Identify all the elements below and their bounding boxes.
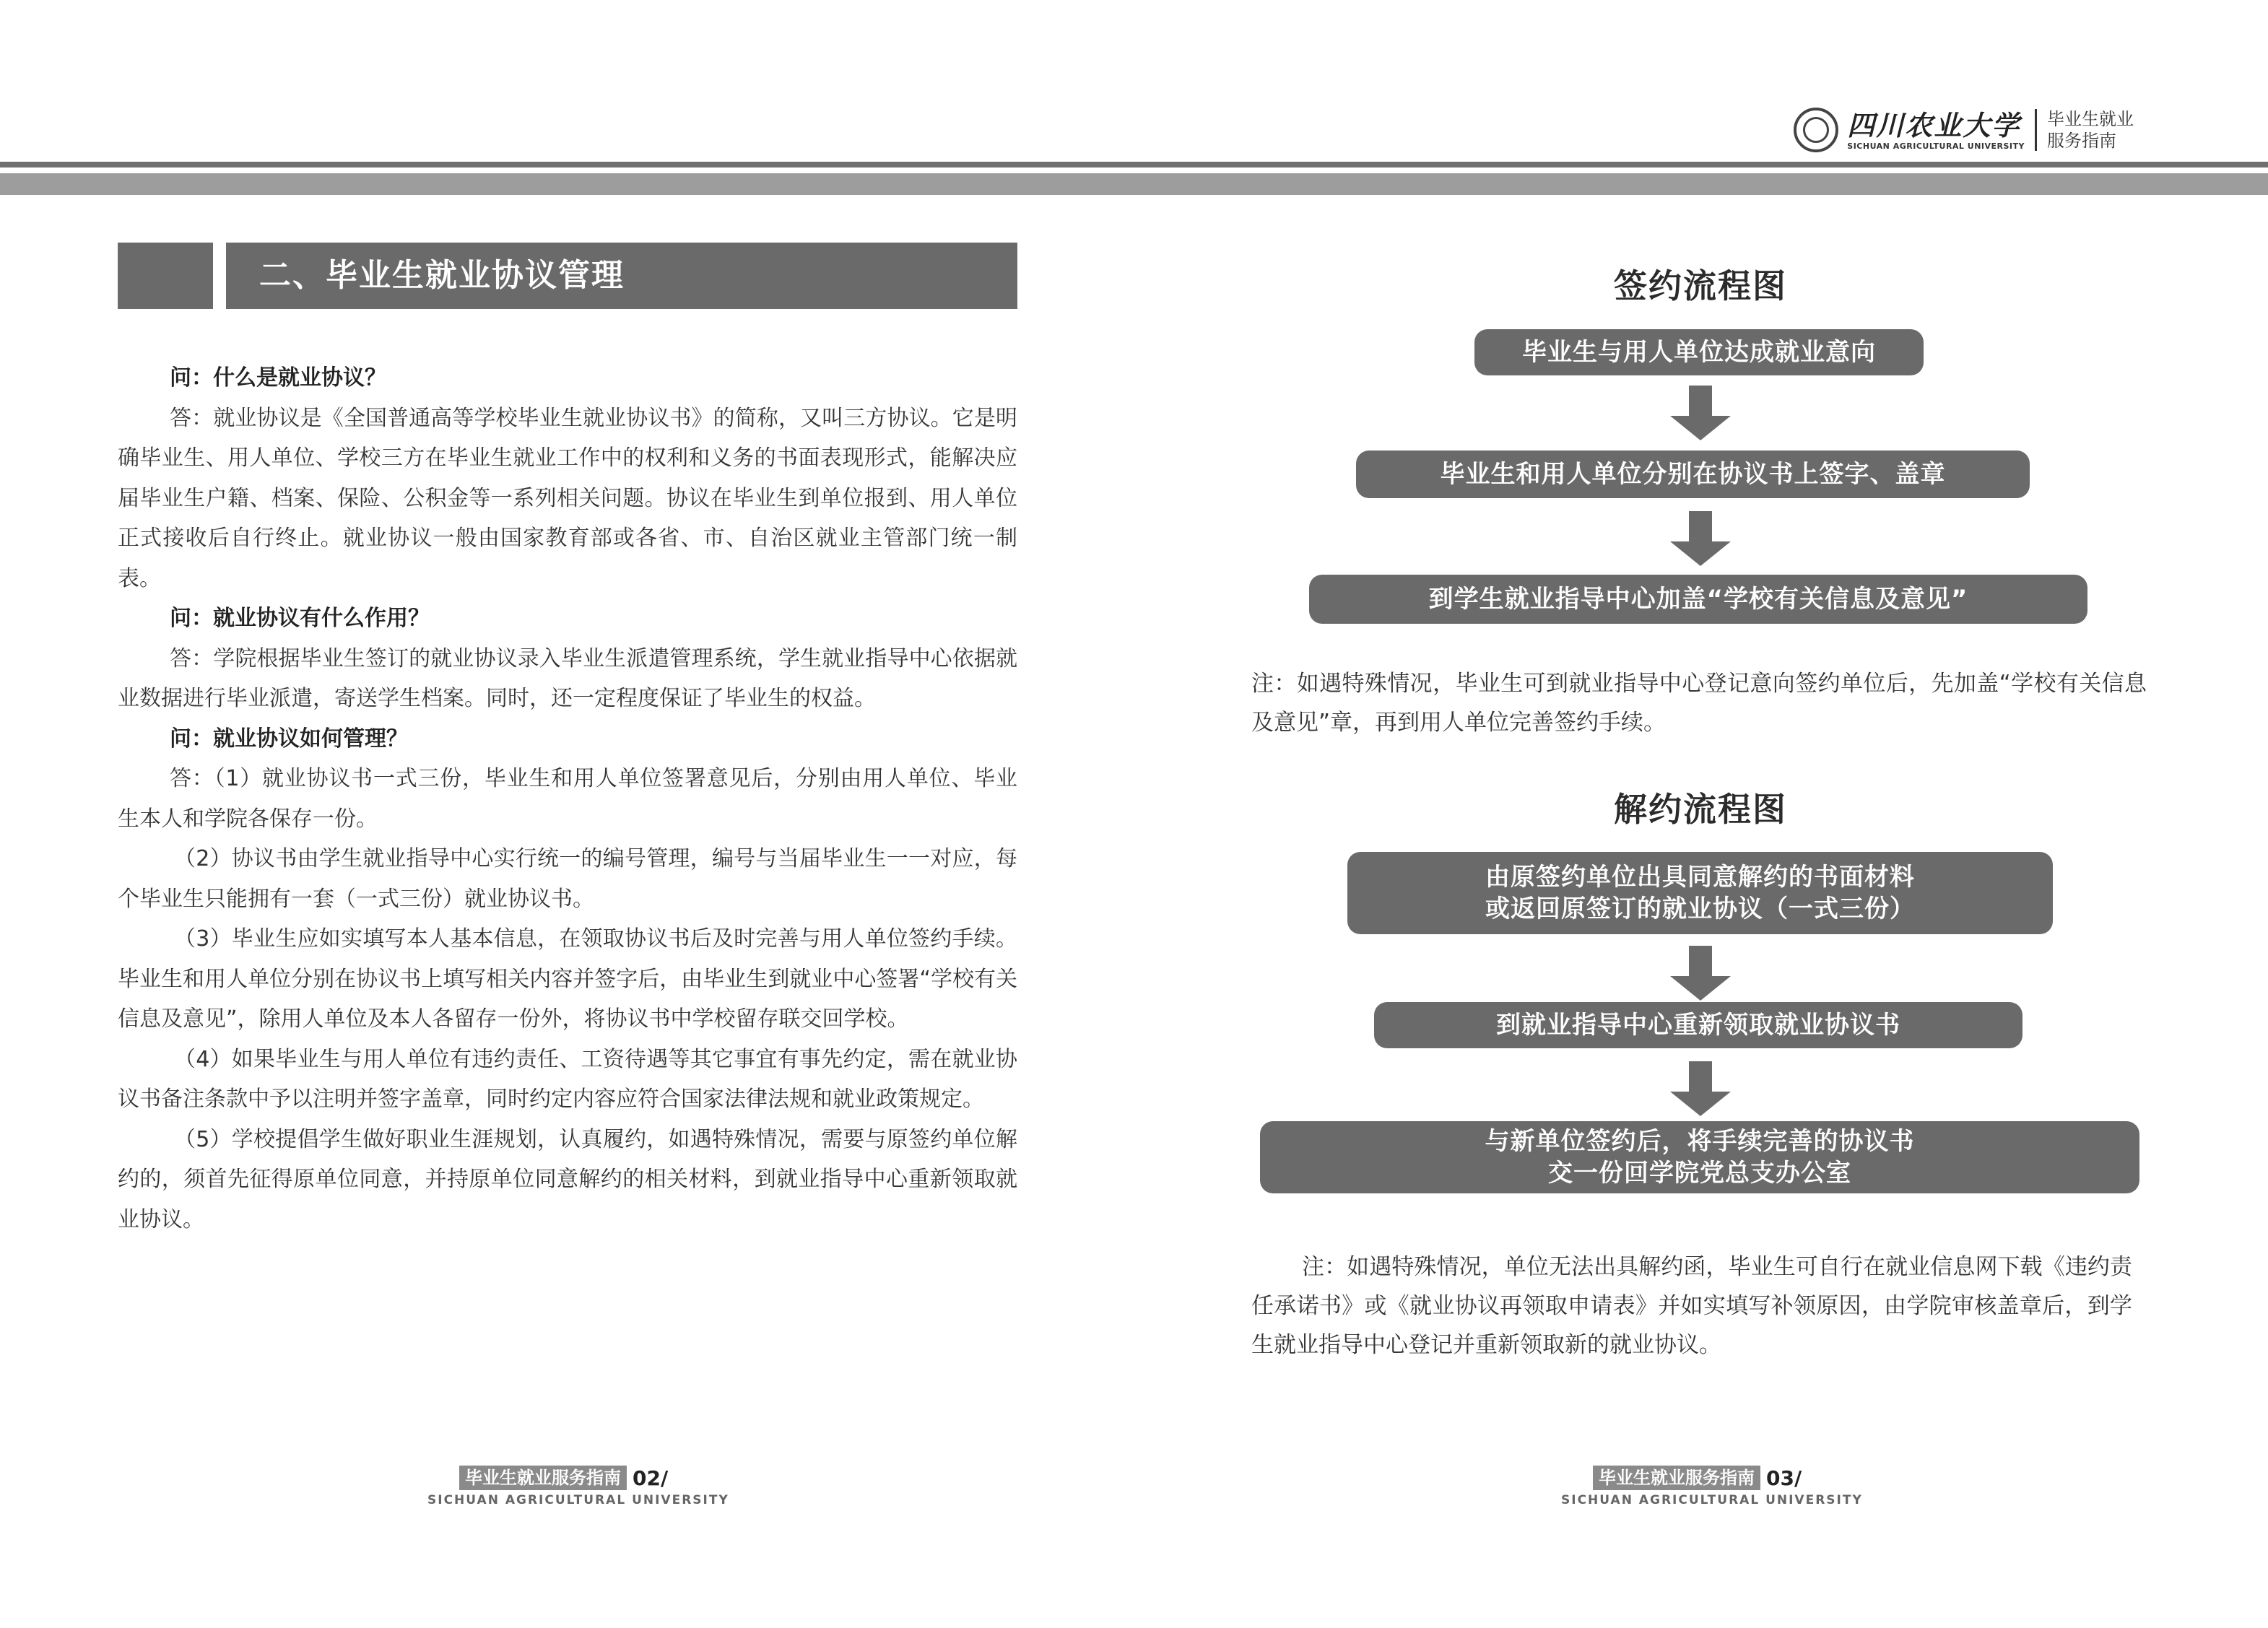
page-number: 03/ (1766, 1466, 1802, 1490)
section-title: 二、毕业生就业协议管理 (226, 243, 1017, 309)
sign-step-2-label: 毕业生和用人单位分别在协议书上签字、盖章 (1440, 460, 1946, 489)
footer-university-en: SICHUAN AGRICULTURAL UNIVERSITY (1561, 1493, 1863, 1507)
question-2: 问：就业协议有什么作用？ (170, 606, 430, 631)
university-name (1847, 110, 2025, 151)
answer-1: 答：就业协议是《全国普通高等学校毕业生就业协议书》的简称，又叫三方协议。它是明确毕业生、用人单位、学校三方在毕业生就业工作中的权利和义务的书面表现形式，能解决应届毕业生户籍、档案、保险、公积金等一系列相关问题。协议在毕业生到单位报到、用人单位正式接收后自行终止。就业协议一般由国家教育部或各省、市、自治区就业主管部门统一制表。 (118, 405, 1017, 591)
qa-body (118, 358, 1017, 1240)
arrow-down-icon (1670, 386, 1731, 440)
cancel-step-2 (1374, 1002, 2022, 1048)
cancel-step-2-label: 到就业指导中心重新领取就业协议书 (1496, 1011, 1900, 1040)
answer-2: 答：学院根据毕业生签订的就业协议录入毕业生派遣管理系统，学生就业指导中心依据就业数据进行毕业派遣，寄送学生档案。同时，还一定程度保证了毕业生的权益。 (118, 645, 1017, 711)
page-number: 02/ (633, 1466, 669, 1490)
header-logo (1794, 105, 2134, 154)
answer-3-item-2: （2）协议书由学生就业指导中心实行统一的编号管理，编号与当届毕业生一一对应，每个毕业生只能拥有一套（一式三份）就业协议书。 (118, 846, 1017, 912)
sign-step-1 (1474, 329, 1924, 375)
sign-flow-title: 签约流程图 (1614, 266, 1787, 305)
guide-title (2047, 108, 2134, 152)
footer-tag: 毕业生就业服务指南 (1593, 1466, 1760, 1490)
sign-note: 注：如遇特殊情况，毕业生可到就业指导中心登记意向签约单位后，先加盖“学校有关信息及意见”章，再到用人单位完善签约手续。 (1251, 671, 2147, 736)
header-rule-thin (0, 162, 2268, 167)
answer-3-item-1: 答：（1）就业协议书一式三份，毕业生和用人单位签署意见后，分别由用人单位、毕业生本人和学院各保存一份。 (118, 766, 1017, 832)
cancel-step-1 (1347, 852, 2053, 934)
banner-square (118, 243, 213, 309)
cancel-step-3-line1: 与新单位签约后，将手续完善的协议书 (1485, 1127, 1915, 1156)
answer-3-item-4: （4）如果毕业生与用人单位有违约责任、工资待遇等其它事宜有事先约定，需在就业协议书备注条款中予以注明并签字盖章，同时约定内容应符合国家法律法规和就业政策规定。 (118, 1046, 1017, 1112)
answer-3-item-3: （3）毕业生应如实填写本人基本信息，在领取协议书后及时完善与用人单位签约手续。毕业生和用人单位分别在协议书上填写相关内容并签字后，由毕业生到就业中心签署“学校有关信息及意见”，除用人单位及本人各留存一份外，将协议书中学校留存联交回学校。 (118, 926, 1017, 1032)
cancel-step-3-line2: 交一份回学院党总支办公室 (1548, 1159, 1851, 1188)
sign-step-3-label: 到学生就业指导中心加盖“学校有关信息及意见” (1428, 585, 1968, 614)
cancel-step-1-line2: 或返回原签订的就业协议（一式三份） (1485, 894, 1915, 923)
cancel-step-3 (1260, 1121, 2139, 1193)
arrow-down-icon (1670, 946, 1731, 1001)
footer-right (1561, 1466, 1863, 1507)
arrow-down-icon (1670, 1061, 1731, 1116)
section-banner (118, 243, 1017, 309)
university-name-en: SICHUAN AGRICULTURAL UNIVERSITY (1847, 141, 2025, 151)
sign-step-3 (1309, 575, 2087, 624)
footer-tag: 毕业生就业服务指南 (459, 1466, 627, 1490)
arrow-down-icon (1670, 511, 1731, 566)
logo-divider (2035, 109, 2037, 151)
sign-step-1-label: 毕业生与用人单位达成就业意向 (1522, 338, 1876, 367)
footer-left (427, 1466, 729, 1507)
university-name-cn: 四川农业大学 (1847, 108, 2021, 142)
cancel-note: 注：如遇特殊情况，单位无法出具解约函，毕业生可自行在就业信息网下载《违约责任承诺书》或《就业协议再领取申请表》并如实填写补领原因，由学院审核盖章后，到学生就业指导中心登记并重新领取新的就业协议。 (1251, 1254, 2132, 1358)
footer-university-en: SICHUAN AGRICULTURAL UNIVERSITY (427, 1493, 729, 1507)
header-rule-thick (0, 173, 2268, 195)
guide-title-line1: 毕业生就业 (2047, 109, 2134, 129)
cancel-flow-title: 解约流程图 (1614, 790, 1787, 829)
cancel-step-1-line1: 由原签约单位出具同意解约的书面材料 (1485, 863, 1915, 892)
guide-title-line2: 服务指南 (2047, 131, 2116, 151)
answer-3-item-5: （5）学校提倡学生做好职业生涯规划，认真履约，如遇特殊情况，需要与原签约单位解约的，须首先征得原单位同意，并持原单位同意解约的相关材料，到就业指导中心重新领取就业协议。 (118, 1126, 1017, 1232)
sign-step-2 (1356, 450, 2030, 498)
question-1: 问：什么是就业协议？ (170, 365, 386, 391)
question-3: 问：就业协议如何管理？ (170, 726, 408, 752)
university-seal-icon (1794, 108, 1838, 152)
